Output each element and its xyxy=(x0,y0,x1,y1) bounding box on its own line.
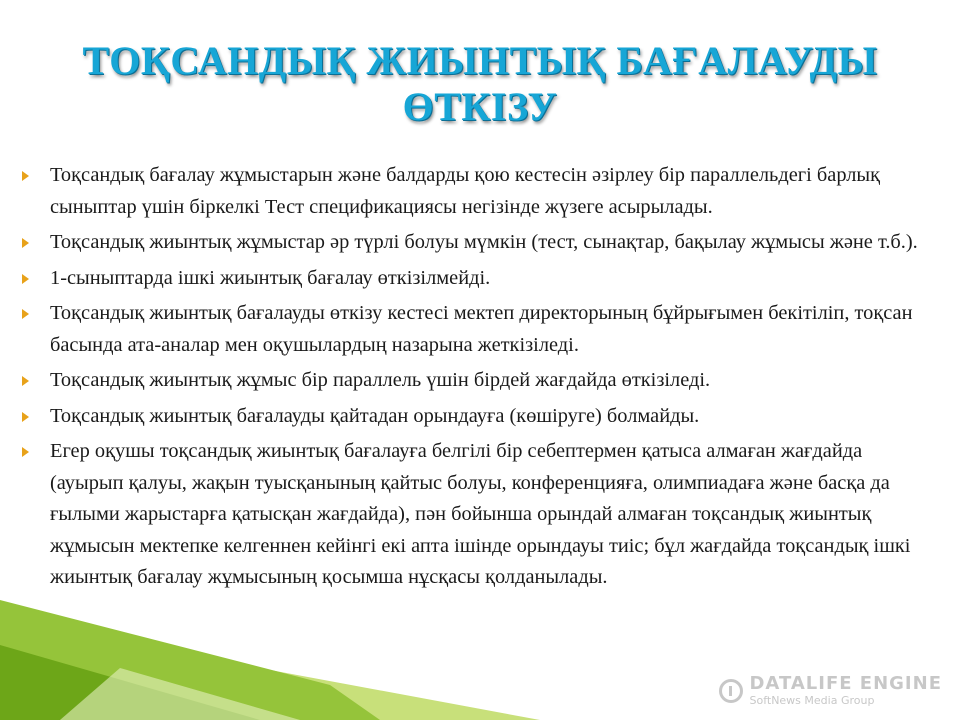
bullet-item xyxy=(20,365,940,397)
triangle-right-icon xyxy=(22,171,29,181)
datalife-logo-icon xyxy=(719,679,743,703)
green-swoosh-decoration xyxy=(0,590,540,720)
triangle-right-icon xyxy=(22,412,29,422)
bullet-text: Тоқсандық жиынтық жұмыс бір параллель үшін бірдей жағдайда өткізіледі. xyxy=(50,369,711,391)
bullet-text: Тоқсандық жиынтық бағалауды қайтадан орындауға (көшіруге) болмайды. xyxy=(50,404,700,427)
bullet-text: Егер оқушы тоқсандық жиынтық бағалауға белгілі бір себептермен қатыса алмаған жағдайда (ауырып қалуы, жақын туысқанының қайтыс болуы, конференцияға, олимпиадаға және басқа да ғылыми жарыстарға қатысқан жағдайда), пән бойынша орындай алмаған тоқсандық жиынтық жұмысын мектепке келгеннен кейінгі екі апта ішінде орындауы тиіс; бұл жағдайда тоқсандық ішкі жиынтық бағалау жұмысының қосымша нұсқасы қолданылады. xyxy=(50,440,911,588)
watermark-text xyxy=(749,675,942,706)
bullet-item xyxy=(20,436,940,594)
bullet-text: Тоқсандық жиынтық жұмыстар әр түрлі болуы мүмкін (тест, сынақтар, бақылау жұмысы және т.б.). xyxy=(50,231,918,253)
bullet-item xyxy=(20,401,940,433)
title-line-2: ӨТКІЗУ xyxy=(402,84,558,129)
slide-title xyxy=(20,38,940,130)
bullet-item xyxy=(20,227,940,259)
bullet-text: Тоқсандық жиынтық бағалауды өткізу кестесі мектеп директорының бұйрығымен бекітіліп, тоқсан басында ата-аналар мен оқушылардың назарына жеткізіледі. xyxy=(50,302,913,356)
bullet-text: 1-сыныптарда ішкі жиынтық бағалау өткізілмейді. xyxy=(50,266,491,289)
triangle-right-icon xyxy=(22,309,29,319)
bullet-item xyxy=(20,160,940,223)
triangle-right-icon xyxy=(22,274,29,284)
bullet-item xyxy=(20,263,940,295)
title-line-1: ТОҚСАНДЫҚ ЖИЫНТЫҚ БАҒАЛАУДЫ xyxy=(82,38,878,83)
bullet-item xyxy=(20,298,940,361)
watermark xyxy=(719,675,942,706)
triangle-right-icon xyxy=(22,447,29,457)
watermark-name: DATALIFE ENGINE xyxy=(749,673,942,694)
triangle-right-icon xyxy=(22,238,29,248)
triangle-right-icon xyxy=(22,376,29,386)
bullet-list xyxy=(20,160,940,598)
watermark-sub: SoftNews Media Group xyxy=(749,694,875,707)
bullet-text: Тоқсандық бағалау жұмыстарын және балдарды қою кестесін әзірлеу бір параллельдегі барлық сыныптар үшін біркелкі Тест спецификациясы негізінде жүзеге асырылады. xyxy=(50,164,881,218)
